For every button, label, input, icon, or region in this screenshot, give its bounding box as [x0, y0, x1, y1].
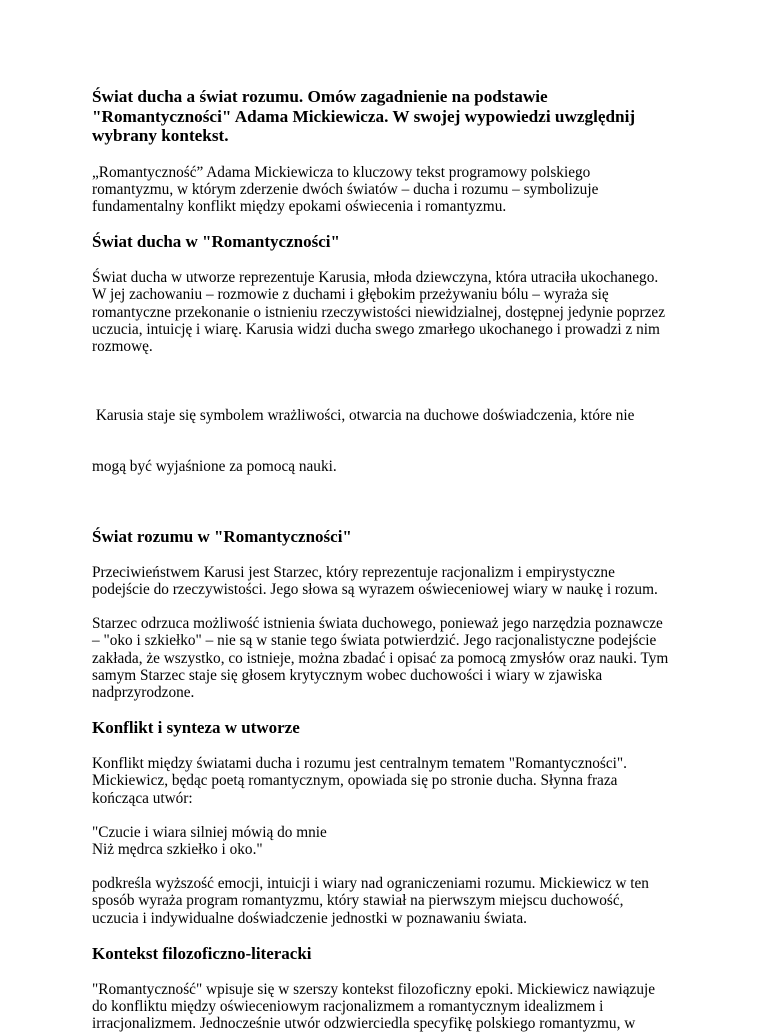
- text-line: sposób wyraża program romantyzmu, który stawiał na pierwszym miejscu duchowość,: [92, 892, 624, 910]
- quote-line: Niż mędrca szkiełko i oko.": [92, 840, 263, 858]
- text-line: W jej zachowaniu – rozmowie z duchami i głębokim przeżywaniu bólu – wyraża się: [92, 286, 609, 304]
- quote-line: "Czucie i wiara silniej mówią do mnie: [92, 823, 327, 841]
- text-line: Konflikt między światami ducha i rozumu jest centralnym tematem "Romantyczności".: [92, 755, 627, 773]
- text-line: podejście do rzeczywistości. Jego słowa są wyrazem oświeceniowej wiary w naukę i rozum.: [92, 580, 658, 598]
- text-line: fundamentalny konflikt między epokami oświecenia i romantyzmu.: [92, 197, 507, 215]
- text-line: samym Starzec staje się głosem krytycznym wobec duchowości i wiary w zjawiska: [92, 666, 603, 684]
- spirit-paragraph-2: [92, 372, 708, 510]
- text-line: Świat ducha w utworze reprezentuje Karusia, młoda dziewczyna, która utraciła ukochanego.: [92, 269, 659, 287]
- text-line: romantyczne przekonanie o istnieniu rzeczywistości niewidzialnej, dostępnej jedynie poprzez: [92, 303, 665, 321]
- text-line: Karusia staje się symbolem wrażliwości, otwarcia na duchowe doświadczenia, które nie: [92, 406, 635, 424]
- section-heading-conflict: Konflikt i synteza w utworze: [92, 718, 300, 738]
- title-line: Świat ducha a świat rozumu. Omów zagadnienie na podstawie: [92, 87, 548, 106]
- text-line: podkreśla wyższość emocji, intuicji i wiary nad ograniczeniami rozumu. Mickiewicz w ten: [92, 875, 649, 893]
- text-line: irracjonalizmem. Jednocześnie utwór odzwierciedla specyfikę polskiego romantyzmu, w: [92, 1015, 636, 1032]
- reason-paragraph-1: [92, 564, 708, 598]
- text-line: uczucia i indywidualne doświadczenie jednostki w poznawaniu świata.: [92, 909, 527, 927]
- document-title: [92, 87, 708, 146]
- text-line: Starzec odrzuca możliwość istnienia świata duchowego, ponieważ jego narzędzia poznawcze: [92, 615, 663, 633]
- conflict-paragraph-2: [92, 875, 708, 927]
- text-line: "Romantyczność" wpisuje się w szerszy kontekst filozoficzny epoki. Mickiewicz nawiązuje: [92, 980, 656, 998]
- title-line: "Romantyczności" Adama Mickiewicza. W swojej wypowiedzi uwzględnij: [92, 106, 636, 126]
- context-paragraph-1: [92, 981, 708, 1032]
- spirit-paragraph-1: [92, 269, 708, 355]
- text-line: kończąca utwór:: [92, 789, 193, 807]
- section-heading-reason: Świat rozumu w "Romantyczności": [92, 526, 352, 546]
- section-heading-spirit: Świat ducha w "Romantyczności": [92, 232, 340, 252]
- text-line: romantyzmu, w którym zderzenie dwóch światów – ducha i rozumu – symbolizuje: [92, 180, 599, 198]
- text-line: do konfliktu między oświeceniowym racjonalizmem a romantycznym idealizmem i: [92, 998, 604, 1015]
- poem-quote: [92, 824, 708, 858]
- text-line: Przeciwieństwem Karusi jest Starzec, który reprezentuje racjonalizm i empirystyczne: [92, 563, 615, 581]
- text-line: zakłada, że wszystko, co istnieje, można zbadać i opisać za pomocą zmysłów oraz nauki. Tym: [92, 649, 669, 667]
- text-line: nadprzyrodzone.: [92, 683, 195, 701]
- reason-paragraph-2: [92, 615, 708, 701]
- intro-paragraph: [92, 164, 708, 216]
- text-line: – "oko i szkiełko" – nie są w stanie tego świata potwierdzić. Jego racjonalistyczne podejście: [92, 632, 657, 650]
- section-heading-context: Kontekst filozoficzno-literacki: [92, 943, 312, 963]
- text-line: uczucia, intuicję i wiarę. Karusia widzi ducha swego zmarłego ukochanego i prowadzi z nim: [92, 320, 660, 338]
- conflict-paragraph-1: [92, 755, 708, 807]
- text-line: „Romantyczność” Adama Mickiewicza to kluczowy tekst programowy polskiego: [92, 163, 591, 181]
- title-line: wybrany kontekst.: [92, 126, 229, 145]
- text-line: rozmowę.: [92, 337, 153, 355]
- text-line: mogą być wyjaśnione za pomocą nauki.: [92, 458, 337, 476]
- text-line: Mickiewicz, będąc poetą romantycznym, opowiada się po stronie ducha. Słynna fraza: [92, 772, 618, 790]
